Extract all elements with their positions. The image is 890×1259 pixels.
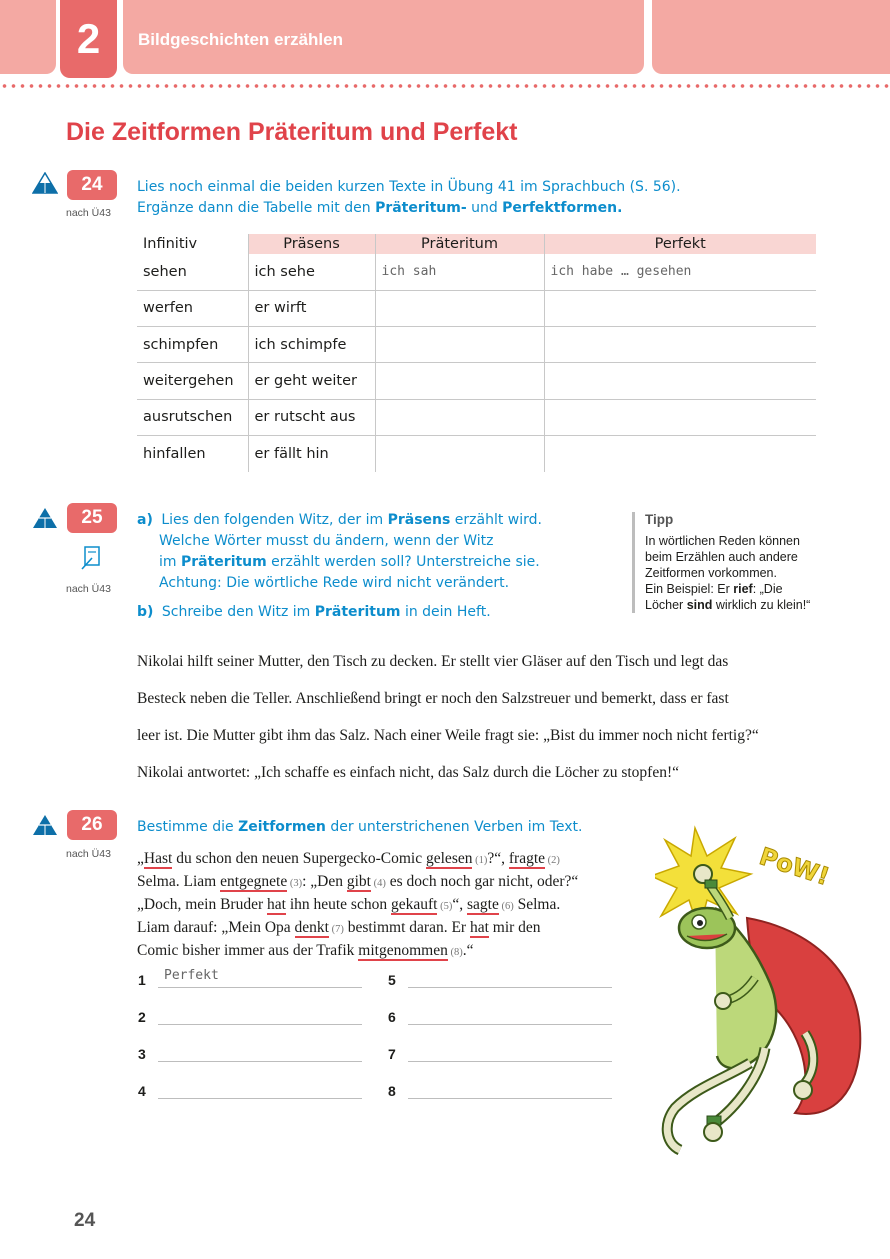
header-stripe-left xyxy=(0,0,56,74)
tip-line: Ein Beispiel: Er rief: „Die xyxy=(645,582,783,596)
preterite-cell[interactable] xyxy=(375,363,544,399)
story-line: Nikolai antwortet: „Ich schaffe es einfach nicht, das Salz durch die Löcher zu stopfen!“ xyxy=(137,764,679,781)
answer-row-5 xyxy=(388,968,612,988)
present-cell: er geht weiter xyxy=(248,363,375,399)
answer-number: 5 xyxy=(388,972,396,988)
tip-line: beim Erzählen auch andere xyxy=(645,550,798,564)
text-line: Liam darauf: „Mein Opa denkt (7) bestimmt daran. Er hat mir den xyxy=(137,919,541,936)
answer-number: 7 xyxy=(388,1046,396,1062)
table-row xyxy=(137,399,816,435)
answer-input[interactable] xyxy=(158,1079,362,1099)
infinitive-cell: hinfallen xyxy=(143,445,206,462)
instruction-line: im Präteritum erzählt werden soll? Unterstreiche sie. xyxy=(159,554,540,570)
answer-number: 4 xyxy=(138,1083,146,1099)
column-header: Präsens xyxy=(248,234,375,254)
underlined-verb: mitgenommen xyxy=(358,942,448,959)
perfect-cell[interactable] xyxy=(544,363,816,399)
supergecko-illustration xyxy=(655,818,875,1168)
answer-number: 8 xyxy=(388,1083,396,1099)
header-bar-right xyxy=(652,0,890,74)
difficulty-pyramid-icon xyxy=(32,507,58,529)
table-row xyxy=(137,327,816,363)
underlined-verb: gekauft xyxy=(390,896,438,913)
difficulty-pyramid-icon xyxy=(32,814,58,836)
story-line: Besteck neben die Teller. Anschließend bringt er noch den Salzstreuer und bemerkt, dass er fast xyxy=(137,690,729,707)
infinitive-cell: sehen xyxy=(137,254,248,290)
instruction-line: Lies noch einmal die beiden kurzen Texte in Übung 41 im Sprachbuch (S. 56). xyxy=(137,179,681,195)
table-header-row xyxy=(137,234,816,254)
answer-number: 1 xyxy=(138,972,146,988)
exercise-25-instruction xyxy=(137,510,542,623)
underlined-verb: gelesen xyxy=(426,850,473,867)
table-row xyxy=(137,435,816,471)
perfect-cell[interactable] xyxy=(544,290,816,326)
exercise-26-number: 26 xyxy=(67,810,117,840)
preterite-cell[interactable] xyxy=(375,327,544,363)
underlined-verb: hat xyxy=(469,919,489,936)
pow-sound-effect: PoW! xyxy=(756,842,833,891)
underlined-verb: Hast xyxy=(143,850,173,867)
story-line: leer ist. Die Mutter gibt ihm das Salz. Nach einer Weile fragt sie: „Bist du immer noch nicht fertig?“ xyxy=(137,727,759,744)
column-header: Infinitiv xyxy=(137,234,248,254)
page-title: Die Zeitformen Präteritum und Perfekt xyxy=(66,118,518,146)
exercise-25-reference: nach Ü43 xyxy=(66,583,111,595)
text-line: „Doch, mein Bruder hat ihn heute schon gekauft (5)“, sagte (6) Selma. xyxy=(137,896,561,913)
answer-row-8 xyxy=(388,1079,612,1099)
table-row xyxy=(137,290,816,326)
underlined-verb: denkt xyxy=(294,919,329,936)
infinitive-cell: ausrutschen xyxy=(137,399,248,435)
table-row xyxy=(137,363,816,399)
exercise-25-number: 25 xyxy=(67,503,117,533)
present-cell: er rutscht aus xyxy=(248,399,375,435)
preterite-cell[interactable]: ich sah xyxy=(375,254,544,290)
column-header: Perfekt xyxy=(544,234,816,254)
header-bar xyxy=(123,0,644,74)
instruction-line: Achtung: Die wörtliche Rede wird nicht verändert. xyxy=(159,575,510,591)
text-line: Selma. Liam entgegnete (3): „Den gibt (4) es doch noch gar nicht, oder?“ xyxy=(137,873,579,890)
underlined-verb: fragte xyxy=(508,850,546,867)
exercise-24-instruction xyxy=(137,177,681,219)
exercise-24-number: 24 xyxy=(67,170,117,200)
answer-input[interactable] xyxy=(408,1042,612,1062)
answer-number: 6 xyxy=(388,1009,396,1025)
preterite-cell[interactable] xyxy=(375,435,544,471)
answer-row-6 xyxy=(388,1005,612,1025)
instruction-line: a) Lies den folgenden Witz, der im Präsens erzählt wird. xyxy=(137,512,542,528)
chapter-title: Bildgeschichten erzählen xyxy=(138,30,343,49)
answer-input[interactable] xyxy=(408,968,612,988)
answer-input[interactable] xyxy=(408,1079,612,1099)
perfect-cell[interactable] xyxy=(544,399,816,435)
tip-box xyxy=(632,512,822,613)
exercise-26-reference: nach Ü43 xyxy=(66,848,111,860)
answer-input[interactable] xyxy=(408,1005,612,1025)
column-header: Präteritum xyxy=(375,234,544,254)
table-row xyxy=(137,254,816,290)
present-cell: ich sehe xyxy=(248,254,375,290)
underlined-verb: gibt xyxy=(346,873,371,890)
story-line: Nikolai hilft seiner Mutter, den Tisch zu decken. Er stellt vier Gläser auf den Tisch und legt das xyxy=(137,653,729,670)
perfect-cell[interactable] xyxy=(544,435,816,471)
underlined-verb: hat xyxy=(267,896,286,913)
present-cell: ich schimpfe xyxy=(248,327,375,363)
tip-line: In wörtlichen Reden können xyxy=(645,534,800,548)
tip-title: Tipp xyxy=(645,512,674,527)
comic-dialogue-text xyxy=(137,848,637,963)
exercise-24-reference: nach Ü43 xyxy=(66,207,111,219)
instruction-line: b) Schreibe den Witz im Präteritum in dein Heft. xyxy=(137,604,491,620)
instruction-line: Ergänze dann die Tabelle mit den Präteritum- und Perfektformen. xyxy=(137,200,623,216)
answer-number: 2 xyxy=(138,1009,146,1025)
exercise-26-instruction: Bestimme die Zeitformen der unterstrichenen Verben im Text. xyxy=(137,819,583,835)
answer-row-2 xyxy=(138,1005,362,1025)
tip-line: Zeitformen vorkommen. xyxy=(645,566,777,580)
chapter-number: 2 xyxy=(60,0,117,78)
answer-number: 3 xyxy=(138,1046,146,1062)
answer-input[interactable] xyxy=(158,1005,362,1025)
infinitive-cell: werfen xyxy=(137,290,248,326)
difficulty-pyramid-icon xyxy=(32,172,58,194)
perfect-cell[interactable] xyxy=(544,327,816,363)
page-number: 24 xyxy=(74,1210,96,1231)
text-line: Comic bisher immer aus der Trafik mitgenommen (8).“ xyxy=(137,942,474,959)
present-cell: er wirft xyxy=(248,290,375,326)
text-line: „Hast du schon den neuen Supergecko-Comic gelesen (1)?“, fragte (2) xyxy=(137,850,560,867)
underlined-verb: entgegnete xyxy=(220,873,288,890)
answer-input[interactable]: Perfekt xyxy=(158,968,362,988)
joke-text xyxy=(137,650,817,798)
answer-row-1 xyxy=(138,968,362,988)
answer-row-7 xyxy=(388,1042,612,1062)
answer-row-3 xyxy=(138,1042,362,1062)
infinitive-cell: weitergehen xyxy=(137,363,248,399)
instruction-line: Welche Wörter musst du ändern, wenn der Witz xyxy=(159,533,494,549)
tip-line: Löcher sind wirklich zu klein!“ xyxy=(645,598,811,612)
preterite-cell[interactable] xyxy=(375,290,544,326)
perfect-cell[interactable]: ich habe … gesehen xyxy=(544,254,816,290)
infinitive-cell: schimpfen xyxy=(137,327,248,363)
verb-table xyxy=(137,234,816,472)
underlined-verb: sagte xyxy=(466,896,499,913)
notebook-write-icon xyxy=(81,546,101,570)
preterite-cell[interactable] xyxy=(375,399,544,435)
dotted-divider xyxy=(0,84,890,88)
present-cell: er fällt hin xyxy=(248,435,375,471)
answer-input[interactable] xyxy=(158,1042,362,1062)
answer-row-4 xyxy=(138,1079,362,1099)
